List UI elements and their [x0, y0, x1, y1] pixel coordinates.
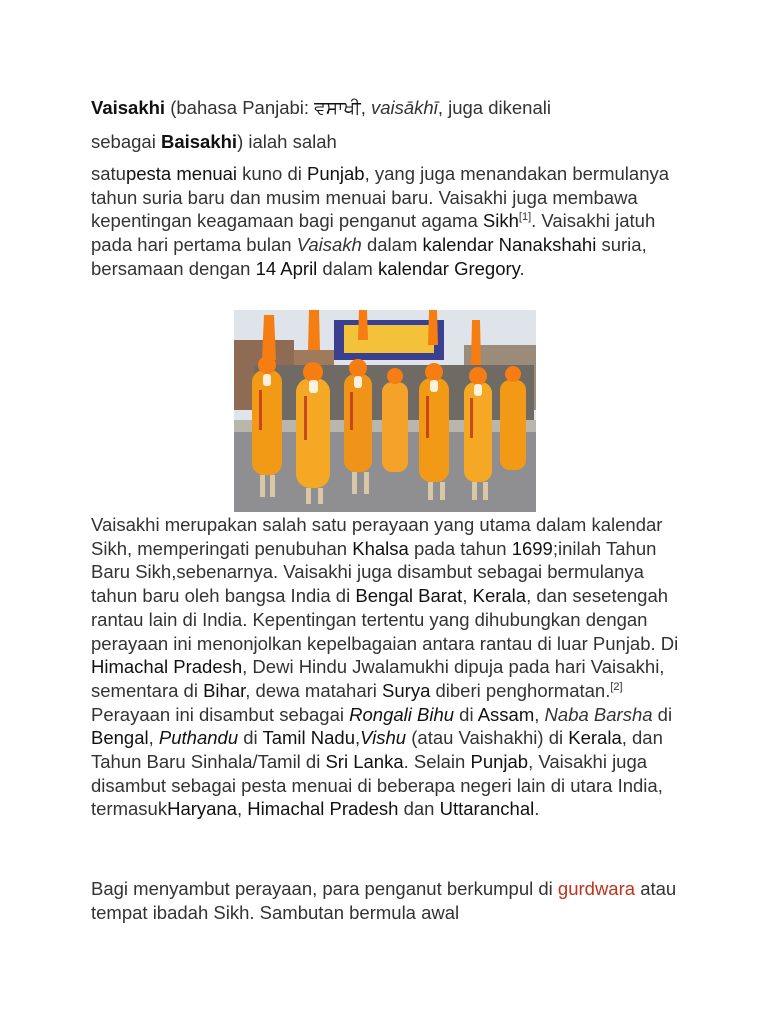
link-kalendar-nanakshahi[interactable]: kalendar Nanakshahi [422, 234, 597, 256]
vishu: Vishu [360, 727, 407, 749]
citation-1[interactable]: [1] [518, 211, 532, 224]
link-khalsa[interactable]: Khalsa [352, 537, 409, 559]
link-punjab-2[interactable]: Punjab [470, 751, 529, 773]
intro-line-2: sebagai Baisakhi) ialah salah [91, 131, 337, 152]
vaisakh-month: Vaisakh [296, 234, 362, 256]
paragraph-2: Vaisakhi merupakan salah satu perayaan yang utama dalam kalendar Sikh, memperingati penubuhan Khalsa pada tahun 1699;inilah Tahun Baru Sikh,sebenarnya. Vaisakhi juga disambut sebagai bermulanya tahun baru oleh bangsa India di Bengal Barat, Kerala, dan sesetengah rantau lain di India. Kepentingan tertentu yang dihubungkan dengan perayaan ini menonjolkan kepelbagaian antara rantau di luar Punjab. Di Himachal Pradesh, Dewi Hindu Jwalamukhi dipuja pada hari Vaisakhi, sementara di Bihar, dewa matahari Surya diberi penghormatan.[2] Perayaan ini disambut sebagai Rongali Bihu di Assam, Naba Barsha di Bengal, Puthandu di Tamil Nadu,Vishu (atau Vaishakhi) di Kerala, dan Tahun Baru Sinhala/Tamil di Sri Lanka. Selain Punjab, Vaisakhi juga disambut sebagai pesta menuai di beberapa negeri lain di utara India, termasukHaryana, Himachal Pradesh dan Uttaranchal. [91, 514, 679, 820]
link-tamil-nadu[interactable]: Tamil Nadu [262, 727, 356, 749]
link-surya[interactable]: Surya [382, 679, 431, 701]
link-gurdwara[interactable]: gurdwara [557, 878, 636, 899]
puthandu: Puthandu [158, 727, 239, 749]
link-sikh[interactable]: Sikh [482, 210, 519, 232]
link-1699[interactable]: 1699 [511, 537, 553, 559]
link-sri-lanka[interactable]: Sri Lanka [325, 751, 404, 773]
link-pesta-menuai[interactable]: pesta menuai [125, 163, 238, 184]
citation-2[interactable]: [2] [610, 680, 623, 693]
intro-line-1: Vaisakhi (bahasa Panjabi: ਵਸਾਖੀ, vaisākhī, juga dikenali [91, 97, 551, 118]
link-himachal-pradesh[interactable]: Himachal Pradesh [91, 656, 243, 678]
link-assam[interactable]: Assam [477, 703, 535, 725]
link-14-april[interactable]: 14 April [255, 257, 318, 279]
alt-name: Baisakhi [160, 131, 238, 152]
rongali-bihu: Rongali Bihu [349, 703, 455, 725]
link-bengal-barat[interactable]: Bengal Barat [355, 585, 463, 607]
link-uttaranchal[interactable]: Uttaranchal [439, 798, 535, 820]
link-kerala-2[interactable]: Kerala [568, 727, 622, 749]
link-haryana[interactable]: Haryana [167, 798, 238, 820]
link-punjab[interactable]: Punjab [306, 163, 365, 184]
gurmukhi-name: ਵਸਾਖੀ [314, 97, 361, 118]
article-title: Vaisakhi [91, 97, 166, 118]
link-bihar[interactable]: Bihar [203, 679, 246, 701]
link-himachal-pradesh-2[interactable]: Himachal Pradesh [247, 798, 399, 820]
link-kerala[interactable]: Kerala [472, 585, 527, 607]
transliteration: vaisākhī [370, 97, 438, 118]
link-bengal[interactable]: Bengal [91, 727, 149, 749]
paragraph-1: satupesta menuai kuno di Punjab, yang juga menandakan bermulanya tahun suria baru dan musim menuai baru. Vaisakhi juga membawa kepentingan keagamaan bagi penganut agama Sikh[1]. Vaisakhi jatuh pada hari pertama bulan Vaisakh dalam kalendar Nanakshahi suria, bersamaan dengan 14 April dalam kalendar Gregory. [91, 163, 670, 279]
vaisakhi-procession-photo [234, 310, 536, 512]
naba-barsha: Naba Barsha [544, 703, 653, 725]
paragraph-3: Bagi menyambut perayaan, para penganut berkumpul di gurdwara atau tempat ibadah Sikh. Sambutan bermula awal [91, 878, 677, 923]
link-kalendar-gregory[interactable]: kalendar Gregory [377, 257, 520, 279]
